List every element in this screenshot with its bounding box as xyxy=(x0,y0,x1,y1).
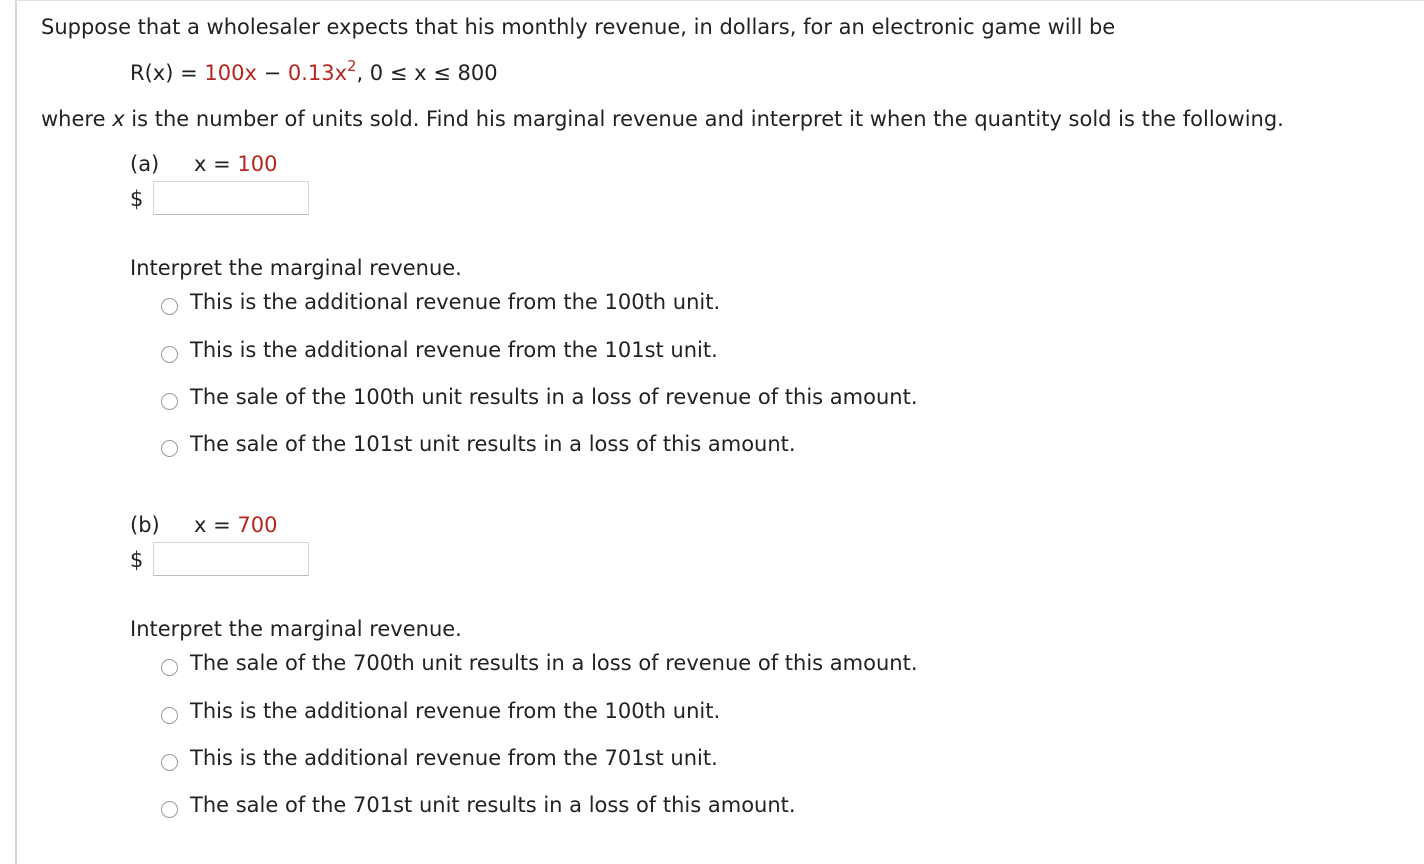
formula-domain: , 0 ≤ x ≤ 800 xyxy=(356,61,498,85)
formula-equals: = xyxy=(180,61,198,85)
part-b-option-1-radio[interactable] xyxy=(161,659,178,676)
part-a-option-2-radio[interactable] xyxy=(161,346,178,363)
formula-minus: − xyxy=(263,61,282,85)
part-b-option-3-radio[interactable] xyxy=(161,754,178,771)
part-b-option-4-radio[interactable] xyxy=(161,801,178,818)
part-b-option-1-label[interactable]: The sale of the 700th unit results in a loss of revenue of this amount. xyxy=(190,651,918,675)
part-a-condition xyxy=(194,154,277,175)
part-b-var: x = xyxy=(194,513,231,537)
question-intro: Suppose that a wholesaler expects that his monthly revenue, in dollars, for an electronic game will be xyxy=(41,15,1116,39)
formula-exponent: 2 xyxy=(347,58,357,76)
part-b-option-2-radio[interactable] xyxy=(161,707,178,724)
part-b-option-2-label[interactable]: This is the additional revenue from the 100th unit. xyxy=(190,699,721,723)
part-b-value: 700 xyxy=(237,513,278,537)
part-a-value: 100 xyxy=(237,152,278,176)
part-a-option-4-label[interactable]: The sale of the 101st unit results in a loss of this amount. xyxy=(190,432,796,456)
part-a-option-4-radio[interactable] xyxy=(161,440,178,457)
part-a-interpret-prompt: Interpret the marginal revenue. xyxy=(130,256,462,280)
part-a-label: (a) xyxy=(130,152,160,176)
part-b-currency: $ xyxy=(130,548,144,572)
part-a-option-1-radio[interactable] xyxy=(161,298,178,315)
revenue-formula xyxy=(130,58,498,85)
part-a-answer-input[interactable] xyxy=(153,181,309,215)
part-b-option-3-label[interactable]: This is the additional revenue from the 701st unit. xyxy=(190,746,718,770)
part-a-option-3-radio[interactable] xyxy=(161,393,178,410)
part-a-option-2-label[interactable]: This is the additional revenue from the 101st unit. xyxy=(190,338,718,362)
formula-coef: $0.13x^2$ xyxy=(287,58,357,85)
part-b-label: (b) xyxy=(130,513,160,537)
body-pre: where xyxy=(41,107,113,131)
question-body xyxy=(41,109,1284,130)
part-a-currency: $ xyxy=(130,187,144,211)
body-post: is the number of units sold. Find his marginal revenue and interpret it when the quantity sold is the following. xyxy=(124,107,1284,131)
part-b-condition xyxy=(194,515,277,536)
formula-lhs: R(x) xyxy=(130,61,174,85)
part-a-option-3-label[interactable]: The sale of the 100th unit results in a loss of revenue of this amount. xyxy=(190,385,918,409)
part-b-option-4-label[interactable]: The sale of the 701st unit results in a loss of this amount. xyxy=(190,793,796,817)
body-variable: x xyxy=(112,107,125,131)
formula-term1: 100x xyxy=(204,61,257,85)
part-a-var: x = xyxy=(194,152,231,176)
part-b-answer-input[interactable] xyxy=(153,542,309,576)
part-b-interpret-prompt: Interpret the marginal revenue. xyxy=(130,617,462,641)
part-a-option-1-label[interactable]: This is the additional revenue from the 100th unit. xyxy=(190,290,721,314)
